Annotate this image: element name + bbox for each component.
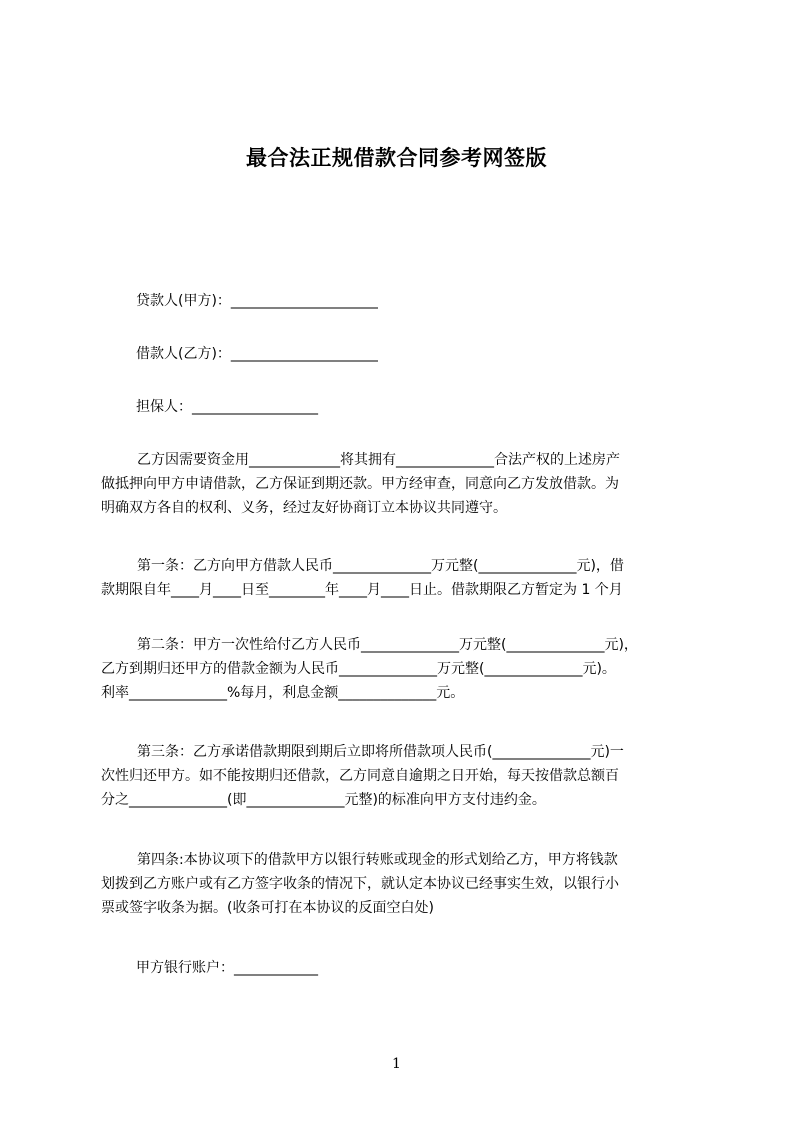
article-2-line-3: 利率______________%每月，利息金额______________元。 [101,685,465,701]
intro-line-1: 乙方因需要资金用_____________将其拥有______________合法产权的上述房产 [137,452,620,468]
article-4-line-2: 划拨到乙方账户或有乙方签字收条的情况下，就认定本协议已经事实生效，以银行小 [101,876,619,892]
article-2-line-1: 第二条：甲方一次性给付乙方人民币______________万元整(______________元)， [137,637,638,653]
document-title: 最合法正规借款合同参考网签版 [246,146,547,170]
article-3-line-1: 第三条：乙方承诺借款期限到期后立即将所借款项人民币(______________元)一 [137,744,624,760]
intro-line-2: 做抵押向甲方申请借款，乙方保证到期还款。甲方经审查，同意向乙方发放借款。为 [101,476,619,492]
article-4-paragraph [101,848,703,920]
borrower-field: 借款人(乙方)：_____________________ [136,346,378,362]
intro-paragraph [101,448,703,520]
article-3-line-2: 次性归还甲方。如不能按期归还借款，乙方同意自逾期之日开始，每天按借款总额百 [101,768,619,784]
article-4-line-3: 票或签字收条为据。(收条可打在本协议的反面空白处) [101,900,434,916]
guarantor-field: 担保人：__________________ [136,399,318,415]
article-1-line-1: 第一条：乙方向甲方借款人民币______________万元整(______________元)，借 [137,558,624,574]
article-4-line-1: 第四条:本协议项下的借款甲方以银行转账或现金的形式划给乙方，甲方将钱款 [137,852,618,868]
bank-account-field: 甲方银行账户：____________ [136,960,318,976]
article-2-paragraph [101,633,703,705]
page-number: 1 [392,1056,401,1072]
article-2-line-2: 乙方到期归还甲方的借款金额为人民币______________万元整(______________元)。 [101,661,616,677]
article-3-line-3: 分之______________(即______________元整)的标准向甲方支付违约金。 [101,792,546,808]
article-1-line-2: 款期限自年____月____日至________年____月____日止。借款期限乙方暂定为 1 个月 [101,582,623,598]
article-1-paragraph [101,554,703,602]
lender-field: 贷款人(甲方)：_____________________ [136,293,378,309]
article-3-paragraph [101,740,703,812]
intro-line-3: 明确双方各自的权利、义务，经过友好协商订立本协议共同遵守。 [101,500,507,516]
